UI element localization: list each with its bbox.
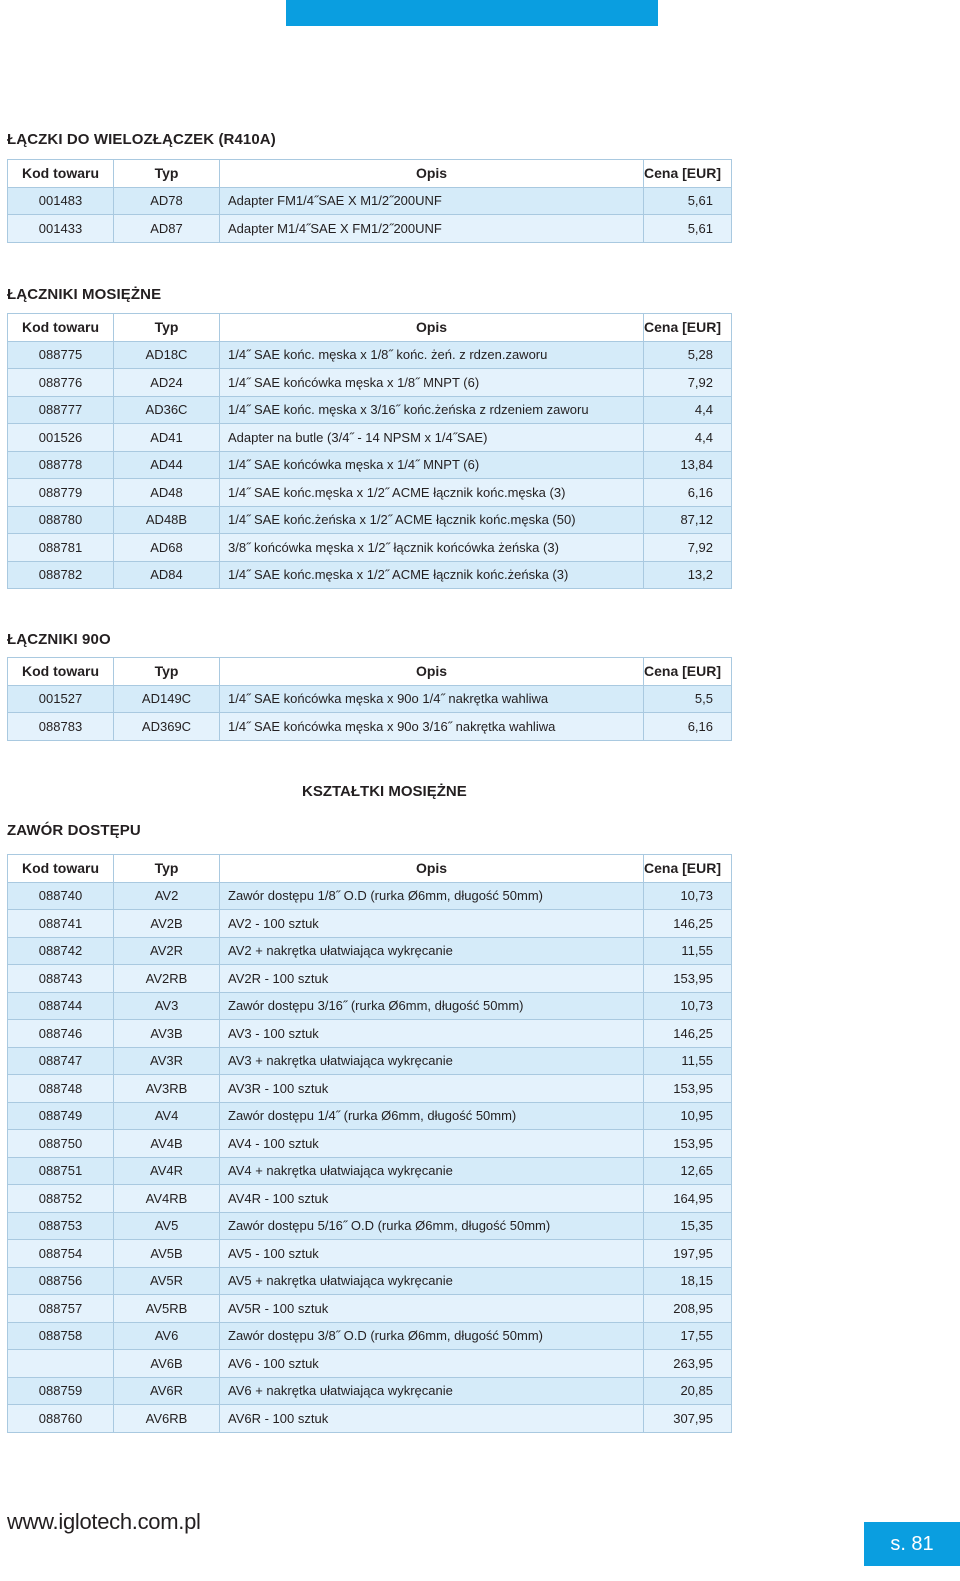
cell-kod-towaru: 088754 xyxy=(8,1240,114,1268)
cell-opis: AV2 + nakrętka ułatwiająca wykręcanie xyxy=(220,937,644,965)
table-row xyxy=(8,187,732,215)
header-typ: Typ xyxy=(114,314,220,342)
cell-cena: 5,5 xyxy=(644,685,732,713)
cell-cena: 13,2 xyxy=(644,561,732,589)
table-row xyxy=(8,1157,732,1185)
cell-typ: AV2RB xyxy=(114,965,220,993)
header-cena: Cena [EUR] xyxy=(644,658,732,686)
cell-opis: AV4R - 100 sztuk xyxy=(220,1185,644,1213)
table-row xyxy=(8,1405,732,1433)
cell-opis: AV5R - 100 sztuk xyxy=(220,1295,644,1323)
table-row xyxy=(8,369,732,397)
table-row xyxy=(8,1322,732,1350)
table-row xyxy=(8,1020,732,1048)
cell-kod-towaru: 088759 xyxy=(8,1377,114,1405)
cell-kod-towaru: 088752 xyxy=(8,1185,114,1213)
header-kod-towaru: Kod towaru xyxy=(8,160,114,188)
cell-opis: AV6 - 100 sztuk xyxy=(220,1350,644,1378)
cell-opis: 1/4˝ SAE końcówka męska x 90o 3/16˝ nakrętka wahliwa xyxy=(220,713,644,741)
cell-opis: AV5 - 100 sztuk xyxy=(220,1240,644,1268)
top-color-bar xyxy=(286,0,658,26)
cell-typ: AV3RB xyxy=(114,1075,220,1103)
cell-kod-towaru: 088742 xyxy=(8,937,114,965)
cell-cena: 15,35 xyxy=(644,1212,732,1240)
cell-cena: 87,12 xyxy=(644,506,732,534)
cell-typ: AD24 xyxy=(114,369,220,397)
cell-opis: Zawór dostępu 5/16˝ O.D (rurka Ø6mm, długość 50mm) xyxy=(220,1212,644,1240)
section-title-laczki: ŁĄCZKI DO WIELOZŁĄCZEK (R410A) xyxy=(7,131,276,148)
cell-kod-towaru: 088748 xyxy=(8,1075,114,1103)
cell-typ: AD48B xyxy=(114,506,220,534)
cell-kod-towaru: 088780 xyxy=(8,506,114,534)
cell-typ: AD68 xyxy=(114,534,220,562)
cell-typ: AV5R xyxy=(114,1267,220,1295)
cell-kod-towaru: 001527 xyxy=(8,685,114,713)
table-row xyxy=(8,479,732,507)
cell-opis: AV6 + nakrętka ułatwiająca wykręcanie xyxy=(220,1377,644,1405)
cell-opis: 1/4˝ SAE końc.męska x 1/2˝ ACME łącznik końc.żeńska (3) xyxy=(220,561,644,589)
table-row xyxy=(8,341,732,369)
cell-kod-towaru: 088758 xyxy=(8,1322,114,1350)
section-title-zawor-dostepu: ZAWÓR DOSTĘPU xyxy=(7,822,141,839)
cell-typ: AD84 xyxy=(114,561,220,589)
cell-kod-towaru: 088753 xyxy=(8,1212,114,1240)
cell-typ: AV2 xyxy=(114,882,220,910)
table-row xyxy=(8,965,732,993)
cell-cena: 7,92 xyxy=(644,534,732,562)
table-row xyxy=(8,1377,732,1405)
header-kod-towaru: Kod towaru xyxy=(8,314,114,342)
cell-kod-towaru: 088782 xyxy=(8,561,114,589)
cell-kod-towaru: 088776 xyxy=(8,369,114,397)
header-cena: Cena [EUR] xyxy=(644,314,732,342)
header-opis: Opis xyxy=(220,314,644,342)
table-row xyxy=(8,1185,732,1213)
table-header-row xyxy=(8,658,732,686)
cell-kod-towaru: 088740 xyxy=(8,882,114,910)
table-row xyxy=(8,882,732,910)
table-row xyxy=(8,1130,732,1158)
cell-cena: 18,15 xyxy=(644,1267,732,1295)
cell-typ: AV5RB xyxy=(114,1295,220,1323)
table-row xyxy=(8,992,732,1020)
cell-typ: AD369C xyxy=(114,713,220,741)
cell-kod-towaru: 088775 xyxy=(8,341,114,369)
cell-opis: Zawór dostępu 3/8˝ O.D (rurka Ø6mm, długość 50mm) xyxy=(220,1322,644,1350)
cell-opis: Adapter M1/4˝SAE X FM1/2˝200UNF xyxy=(220,215,644,243)
cell-typ: AD36C xyxy=(114,396,220,424)
cell-kod-towaru: 088747 xyxy=(8,1047,114,1075)
cell-opis: Zawór dostępu 3/16˝ (rurka Ø6mm, długość 50mm) xyxy=(220,992,644,1020)
table-row xyxy=(8,1350,732,1378)
cell-kod-towaru: 088760 xyxy=(8,1405,114,1433)
cell-typ: AV4 xyxy=(114,1102,220,1130)
table-row xyxy=(8,424,732,452)
cell-typ: AV6RB xyxy=(114,1405,220,1433)
page-number-badge xyxy=(864,1522,960,1566)
table-zawor-dostepu xyxy=(7,854,731,1433)
cell-typ: AV6B xyxy=(114,1350,220,1378)
table-row xyxy=(8,396,732,424)
table-row xyxy=(8,685,732,713)
cell-kod-towaru xyxy=(8,1350,114,1378)
cell-kod-towaru: 088781 xyxy=(8,534,114,562)
cell-kod-towaru: 088746 xyxy=(8,1020,114,1048)
cell-opis: 1/4˝ SAE końc.żeńska x 1/2˝ ACME łącznik końc.męska (50) xyxy=(220,506,644,534)
cell-cena: 4,4 xyxy=(644,424,732,452)
header-opis: Opis xyxy=(220,855,644,883)
cell-cena: 263,95 xyxy=(644,1350,732,1378)
cell-kod-towaru: 088751 xyxy=(8,1157,114,1185)
cell-typ: AV2R xyxy=(114,937,220,965)
cell-cena: 7,92 xyxy=(644,369,732,397)
table-laczki xyxy=(7,159,731,243)
cell-cena: 20,85 xyxy=(644,1377,732,1405)
cell-typ: AV2B xyxy=(114,910,220,938)
table-row xyxy=(8,1240,732,1268)
cell-cena: 208,95 xyxy=(644,1295,732,1323)
table-row xyxy=(8,1075,732,1103)
section-title-laczniki-90: ŁĄCZNIKI 90O xyxy=(7,631,111,648)
cell-cena: 10,73 xyxy=(644,882,732,910)
cell-typ: AV3R xyxy=(114,1047,220,1075)
cell-typ: AV4R xyxy=(114,1157,220,1185)
cell-typ: AD18C xyxy=(114,341,220,369)
cell-cena: 164,95 xyxy=(644,1185,732,1213)
cell-kod-towaru: 088783 xyxy=(8,713,114,741)
cell-opis: 1/4˝ SAE końc.męska x 1/2˝ ACME łącznik końc.męska (3) xyxy=(220,479,644,507)
cell-kod-towaru: 001433 xyxy=(8,215,114,243)
cell-cena: 307,95 xyxy=(644,1405,732,1433)
header-kod-towaru: Kod towaru xyxy=(8,855,114,883)
header-typ: Typ xyxy=(114,855,220,883)
cell-opis: AV5 + nakrętka ułatwiająca wykręcanie xyxy=(220,1267,644,1295)
cell-kod-towaru: 088749 xyxy=(8,1102,114,1130)
header-opis: Opis xyxy=(220,658,644,686)
cell-cena: 17,55 xyxy=(644,1322,732,1350)
cell-typ: AD78 xyxy=(114,187,220,215)
cell-typ: AV6 xyxy=(114,1322,220,1350)
cell-cena: 11,55 xyxy=(644,1047,732,1075)
cell-opis: 1/4˝ SAE końc. męska x 3/16˝ końc.żeńska z rdzeniem zaworu xyxy=(220,396,644,424)
cell-opis: AV2R - 100 sztuk xyxy=(220,965,644,993)
cell-typ: AV5 xyxy=(114,1212,220,1240)
cell-opis: 3/8˝ końcówka męska x 1/2˝ łącznik końcówka żeńska (3) xyxy=(220,534,644,562)
page-number: s. 81 xyxy=(890,1532,934,1555)
cell-cena: 10,95 xyxy=(644,1102,732,1130)
table-row xyxy=(8,1295,732,1323)
footer-website-link[interactable]: www.iglotech.com.pl xyxy=(7,1509,201,1534)
cell-cena: 146,25 xyxy=(644,910,732,938)
cell-cena: 153,95 xyxy=(644,1130,732,1158)
header-typ: Typ xyxy=(114,658,220,686)
table-row xyxy=(8,506,732,534)
cell-opis: AV2 - 100 sztuk xyxy=(220,910,644,938)
cell-typ: AV4B xyxy=(114,1130,220,1158)
cell-cena: 4,4 xyxy=(644,396,732,424)
table-row xyxy=(8,215,732,243)
table-row xyxy=(8,713,732,741)
cell-kod-towaru: 088757 xyxy=(8,1295,114,1323)
section-title-laczniki-mosiezne: ŁĄCZNIKI MOSIĘŻNE xyxy=(7,286,162,303)
cell-opis: AV3 + nakrętka ułatwiająca wykręcanie xyxy=(220,1047,644,1075)
cell-typ: AV6R xyxy=(114,1377,220,1405)
cell-opis: AV4 + nakrętka ułatwiająca wykręcanie xyxy=(220,1157,644,1185)
table-row xyxy=(8,451,732,479)
cell-opis: Adapter FM1/4˝SAE X M1/2˝200UNF xyxy=(220,187,644,215)
cell-typ: AV3 xyxy=(114,992,220,1020)
cell-typ: AD41 xyxy=(114,424,220,452)
cell-kod-towaru: 001526 xyxy=(8,424,114,452)
cell-typ: AD87 xyxy=(114,215,220,243)
cell-cena: 13,84 xyxy=(644,451,732,479)
table-row xyxy=(8,561,732,589)
table-header-row xyxy=(8,160,732,188)
table-laczniki-90 xyxy=(7,657,731,741)
cell-opis: 1/4˝ SAE końc. męska x 1/8˝ końc. żeń. z rdzen.zaworu xyxy=(220,341,644,369)
cell-opis: AV3R - 100 sztuk xyxy=(220,1075,644,1103)
cell-cena: 153,95 xyxy=(644,1075,732,1103)
cell-cena: 5,61 xyxy=(644,215,732,243)
table-row xyxy=(8,1102,732,1130)
cell-cena: 6,16 xyxy=(644,713,732,741)
cell-opis: AV6R - 100 sztuk xyxy=(220,1405,644,1433)
cell-kod-towaru: 088779 xyxy=(8,479,114,507)
cell-opis: Adapter na butle (3/4˝ - 14 NPSM x 1/4˝SAE) xyxy=(220,424,644,452)
table-row xyxy=(8,937,732,965)
header-typ: Typ xyxy=(114,160,220,188)
cell-kod-towaru: 088741 xyxy=(8,910,114,938)
cell-cena: 10,73 xyxy=(644,992,732,1020)
cell-typ: AD48 xyxy=(114,479,220,507)
cell-opis: AV4 - 100 sztuk xyxy=(220,1130,644,1158)
table-row xyxy=(8,1212,732,1240)
cell-cena: 153,95 xyxy=(644,965,732,993)
table-row xyxy=(8,1267,732,1295)
table-header-row xyxy=(8,314,732,342)
table-header-row xyxy=(8,855,732,883)
cell-opis: 1/4˝ SAE końcówka męska x 1/4˝ MNPT (6) xyxy=(220,451,644,479)
header-kod-towaru: Kod towaru xyxy=(8,658,114,686)
cell-typ: AV5B xyxy=(114,1240,220,1268)
cell-kod-towaru: 088750 xyxy=(8,1130,114,1158)
cell-opis: Zawór dostępu 1/4˝ (rurka Ø6mm, długość 50mm) xyxy=(220,1102,644,1130)
cell-cena: 5,28 xyxy=(644,341,732,369)
cell-cena: 6,16 xyxy=(644,479,732,507)
cell-kod-towaru: 088778 xyxy=(8,451,114,479)
table-row xyxy=(8,1047,732,1075)
cell-cena: 5,61 xyxy=(644,187,732,215)
cell-cena: 12,65 xyxy=(644,1157,732,1185)
cell-kod-towaru: 088756 xyxy=(8,1267,114,1295)
table-row xyxy=(8,534,732,562)
cell-cena: 197,95 xyxy=(644,1240,732,1268)
table-row xyxy=(8,910,732,938)
cell-cena: 11,55 xyxy=(644,937,732,965)
cell-typ: AD149C xyxy=(114,685,220,713)
table-laczniki-mosiezne xyxy=(7,313,731,589)
cell-kod-towaru: 088744 xyxy=(8,992,114,1020)
cell-typ: AV3B xyxy=(114,1020,220,1048)
cell-cena: 146,25 xyxy=(644,1020,732,1048)
cell-opis: 1/4˝ SAE końcówka męska x 1/8˝ MNPT (6) xyxy=(220,369,644,397)
cell-kod-towaru: 088777 xyxy=(8,396,114,424)
cell-kod-towaru: 001483 xyxy=(8,187,114,215)
cell-kod-towaru: 088743 xyxy=(8,965,114,993)
header-opis: Opis xyxy=(220,160,644,188)
header-cena: Cena [EUR] xyxy=(644,160,732,188)
cell-opis: 1/4˝ SAE końcówka męska x 90o 1/4˝ nakrętka wahliwa xyxy=(220,685,644,713)
cell-typ: AD44 xyxy=(114,451,220,479)
cell-opis: AV3 - 100 sztuk xyxy=(220,1020,644,1048)
group-title-ksztaltki: KSZTAŁTKI MOSIĘŻNE xyxy=(302,783,467,800)
cell-opis: Zawór dostępu 1/8˝ O.D (rurka Ø6mm, długość 50mm) xyxy=(220,882,644,910)
cell-typ: AV4RB xyxy=(114,1185,220,1213)
header-cena: Cena [EUR] xyxy=(644,855,732,883)
